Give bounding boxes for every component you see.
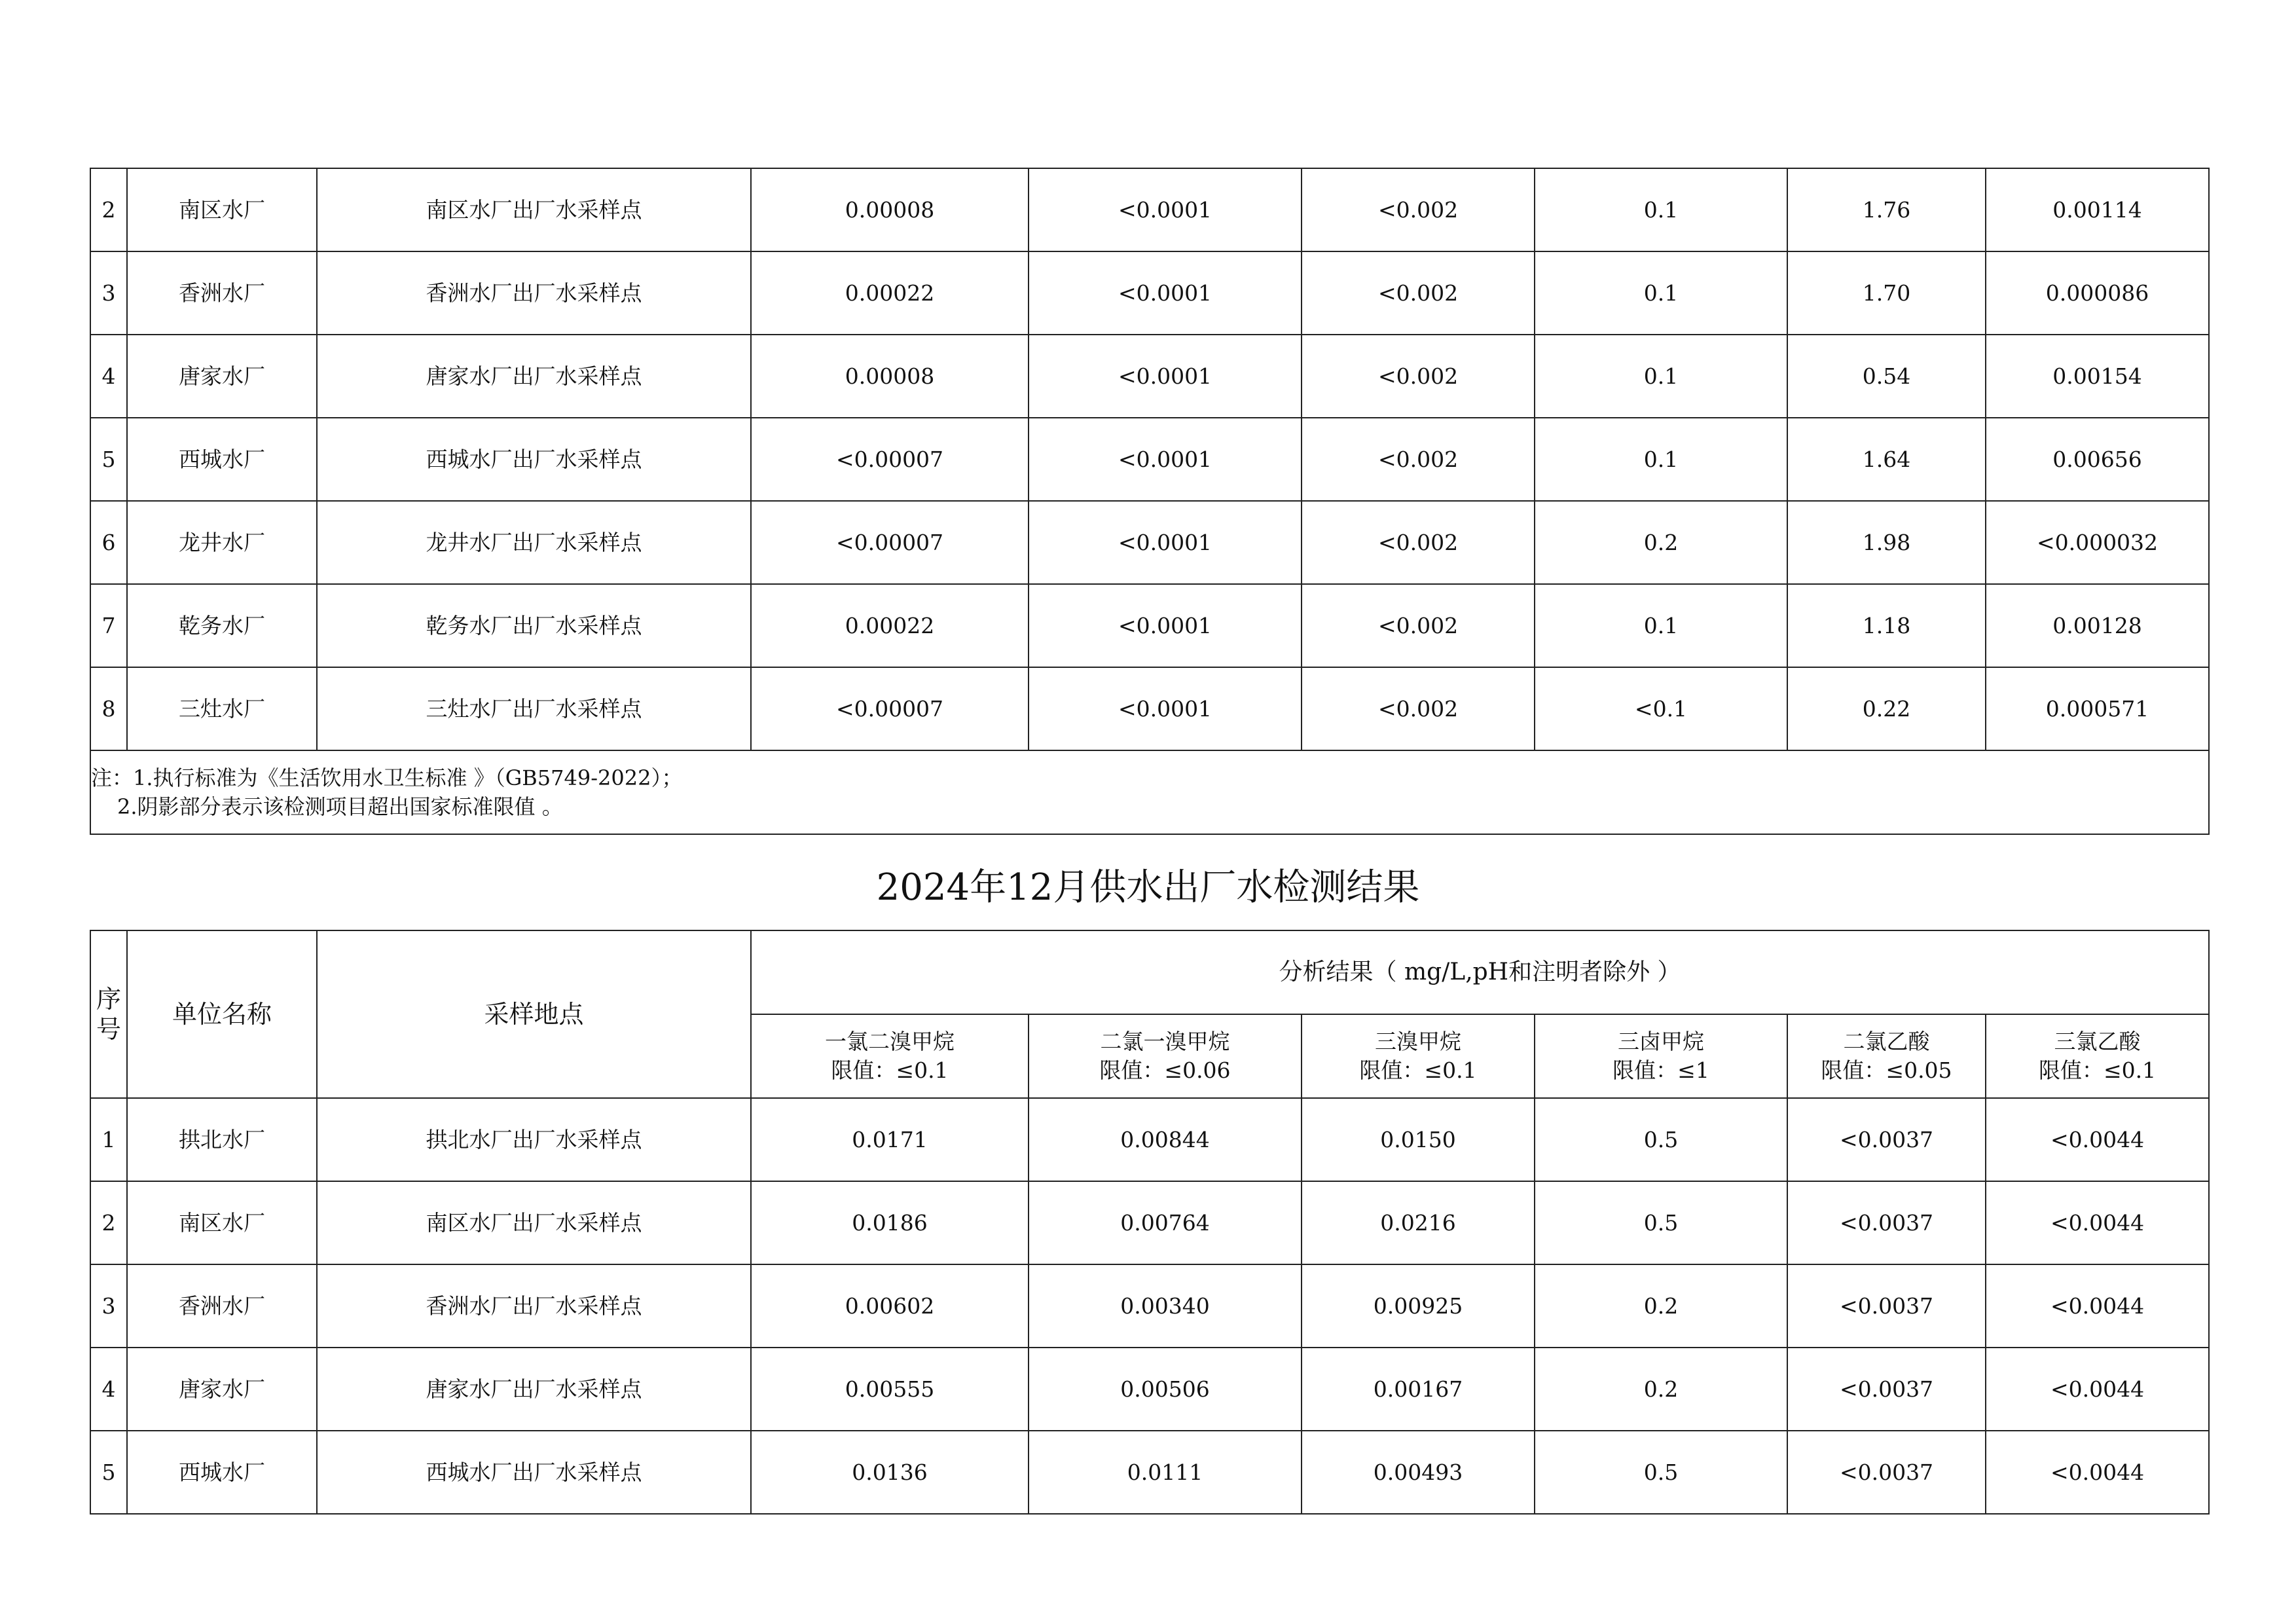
cell-result-value: <0.000032 [1986, 501, 2209, 584]
cell-unit-name: 南区水厂 [127, 1181, 317, 1264]
cell-result-value: 0.00154 [1986, 335, 2209, 418]
report-title: 2024年12月供水出厂水检测结果 [876, 866, 1420, 909]
cell-serial-number: 8 [90, 667, 127, 750]
cell-unit-name: 三灶水厂 [127, 667, 317, 750]
header-item: 二氯一溴甲烷 限值：≤0.06 [1029, 1014, 1302, 1098]
cell-unit-name: 龙井水厂 [127, 501, 317, 584]
cell-result-value: <0.002 [1302, 418, 1535, 501]
cell-sampling-site: 南区水厂出厂水采样点 [317, 1181, 751, 1264]
results-table-continued [90, 168, 2210, 835]
table-row [90, 584, 2209, 667]
cell-result-value: <0.0001 [1029, 335, 1302, 418]
cell-serial-number: 3 [90, 251, 127, 335]
cell-result-value: 0.54 [1787, 335, 1986, 418]
cell-result-value: 1.64 [1787, 418, 1986, 501]
cell-result-value: 0.1 [1535, 584, 1787, 667]
header-analysis-results: 分析结果（ mg/L,pH和注明者除外 ） [751, 930, 2209, 1014]
cell-serial-number: 3 [90, 1264, 127, 1348]
cell-serial-number: 5 [90, 1431, 127, 1514]
cell-result-value: <0.002 [1302, 667, 1535, 750]
cell-result-value: 0.2 [1535, 1348, 1787, 1431]
cell-sampling-site: 南区水厂出厂水采样点 [317, 168, 751, 251]
cell-result-value: <0.0001 [1029, 584, 1302, 667]
table-row [90, 168, 2209, 251]
header-serial-number: 序号 [90, 930, 127, 1098]
cell-result-value: <0.0037 [1787, 1348, 1986, 1431]
cell-result-value: 1.70 [1787, 251, 1986, 335]
cell-result-value: 0.00656 [1986, 418, 2209, 501]
cell-result-value: <0.0037 [1787, 1181, 1986, 1264]
cell-result-value: 0.0216 [1302, 1181, 1535, 1264]
cell-result-value: 0.00167 [1302, 1348, 1535, 1431]
cell-result-value: 1.18 [1787, 584, 1986, 667]
cell-result-value: <0.0001 [1029, 501, 1302, 584]
header-sampling-site: 采样地点 [317, 930, 751, 1098]
cell-serial-number: 7 [90, 584, 127, 667]
table-row [90, 667, 2209, 750]
bottom-table-body [90, 1098, 2209, 1514]
cell-unit-name: 南区水厂 [127, 168, 317, 251]
cell-result-value: 0.0111 [1029, 1431, 1302, 1514]
cell-result-value: 0.000086 [1986, 251, 2209, 335]
cell-result-value: 0.5 [1535, 1431, 1787, 1514]
top-table-body [90, 168, 2209, 750]
cell-result-value: 0.00022 [751, 584, 1029, 667]
cell-result-value: 0.00128 [1986, 584, 2209, 667]
cell-result-value: 0.00555 [751, 1348, 1029, 1431]
cell-sampling-site: 西城水厂出厂水采样点 [317, 418, 751, 501]
cell-result-value: 0.000571 [1986, 667, 2209, 750]
cell-unit-name: 唐家水厂 [127, 1348, 317, 1431]
cell-result-value: 0.1 [1535, 418, 1787, 501]
cell-serial-number: 2 [90, 1181, 127, 1264]
cell-result-value: 0.00022 [751, 251, 1029, 335]
cell-result-value: <0.0037 [1787, 1431, 1986, 1514]
cell-result-value: <0.002 [1302, 584, 1535, 667]
cell-result-value: 0.2 [1535, 1264, 1787, 1348]
cell-result-value: 1.98 [1787, 501, 1986, 584]
table-row [90, 335, 2209, 418]
cell-result-value: <0.0037 [1787, 1264, 1986, 1348]
cell-result-value: 0.00764 [1029, 1181, 1302, 1264]
cell-result-value: 0.00008 [751, 168, 1029, 251]
cell-result-value: 0.00506 [1029, 1348, 1302, 1431]
table-row [90, 1431, 2209, 1514]
cell-unit-name: 西城水厂 [127, 1431, 317, 1514]
cell-result-value: <0.0001 [1029, 168, 1302, 251]
cell-unit-name: 香洲水厂 [127, 1264, 317, 1348]
cell-serial-number: 2 [90, 168, 127, 251]
cell-unit-name: 拱北水厂 [127, 1098, 317, 1181]
cell-result-value: <0.0044 [1986, 1431, 2209, 1514]
cell-result-value: <0.00007 [751, 667, 1029, 750]
cell-result-value: 1.76 [1787, 168, 1986, 251]
cell-result-value: 0.5 [1535, 1181, 1787, 1264]
cell-result-value: <0.0001 [1029, 418, 1302, 501]
cell-result-value: 0.00114 [1986, 168, 2209, 251]
cell-result-value: 0.00844 [1029, 1098, 1302, 1181]
cell-serial-number: 4 [90, 335, 127, 418]
cell-serial-number: 5 [90, 418, 127, 501]
cell-result-value: 0.5 [1535, 1098, 1787, 1181]
cell-sampling-site: 香洲水厂出厂水采样点 [317, 1264, 751, 1348]
note-line-2: 2.阴影部分表示该检测项目超出国家标准限值 。 [117, 794, 563, 819]
header-item: 三氯乙酸 限值：≤0.1 [1986, 1014, 2209, 1098]
header-item: 三溴甲烷 限值：≤0.1 [1302, 1014, 1535, 1098]
cell-result-value: 0.0136 [751, 1431, 1029, 1514]
header-unit-name: 单位名称 [127, 930, 317, 1098]
cell-result-value: 0.1 [1535, 168, 1787, 251]
cell-serial-number: 1 [90, 1098, 127, 1181]
cell-result-value: 0.0171 [751, 1098, 1029, 1181]
cell-sampling-site: 唐家水厂出厂水采样点 [317, 335, 751, 418]
cell-result-value: <0.00007 [751, 418, 1029, 501]
cell-sampling-site: 唐家水厂出厂水采样点 [317, 1348, 751, 1431]
cell-result-value: 0.0186 [751, 1181, 1029, 1264]
notes [90, 750, 2209, 834]
cell-result-value: 0.0150 [1302, 1098, 1535, 1181]
cell-result-value: <0.002 [1302, 501, 1535, 584]
cell-sampling-site: 三灶水厂出厂水采样点 [317, 667, 751, 750]
table-row [90, 251, 2209, 335]
cell-sampling-site: 西城水厂出厂水采样点 [317, 1431, 751, 1514]
cell-result-value: 0.00008 [751, 335, 1029, 418]
cell-sampling-site: 拱北水厂出厂水采样点 [317, 1098, 751, 1181]
cell-result-value: 0.00340 [1029, 1264, 1302, 1348]
note-line-1: 注：1.执行标准为《生活饮用水卫生标准 》（GB5749-2022）； [91, 765, 683, 790]
cell-unit-name: 唐家水厂 [127, 335, 317, 418]
cell-unit-name: 西城水厂 [127, 418, 317, 501]
table-row [90, 418, 2209, 501]
cell-sampling-site: 龙井水厂出厂水采样点 [317, 501, 751, 584]
header-item: 三卤甲烷 限值：≤1 [1535, 1014, 1787, 1098]
table-row [90, 1348, 2209, 1431]
cell-serial-number: 4 [90, 1348, 127, 1431]
cell-serial-number: 6 [90, 501, 127, 584]
cell-result-value: <0.0044 [1986, 1348, 2209, 1431]
cell-result-value: <0.0001 [1029, 251, 1302, 335]
table-row [90, 1264, 2209, 1348]
cell-sampling-site: 香洲水厂出厂水采样点 [317, 251, 751, 335]
cell-result-value: 0.22 [1787, 667, 1986, 750]
cell-result-value: <0.0044 [1986, 1098, 2209, 1181]
header-item: 一氯二溴甲烷 限值：≤0.1 [751, 1014, 1029, 1098]
cell-result-value: 0.1 [1535, 335, 1787, 418]
header-item: 二氯乙酸 限值：≤0.05 [1787, 1014, 1986, 1098]
cell-result-value: 0.00925 [1302, 1264, 1535, 1348]
cell-result-value: <0.002 [1302, 251, 1535, 335]
cell-result-value: <0.1 [1535, 667, 1787, 750]
cell-result-value: 0.1 [1535, 251, 1787, 335]
cell-result-value: 0.2 [1535, 501, 1787, 584]
cell-result-value: 0.00602 [751, 1264, 1029, 1348]
table-row [90, 501, 2209, 584]
cell-unit-name: 乾务水厂 [127, 584, 317, 667]
cell-result-value: <0.00007 [751, 501, 1029, 584]
cell-result-value: <0.0001 [1029, 667, 1302, 750]
cell-result-value: <0.0044 [1986, 1264, 2209, 1348]
cell-result-value: <0.002 [1302, 168, 1535, 251]
cell-sampling-site: 乾务水厂出厂水采样点 [317, 584, 751, 667]
cell-result-value: <0.002 [1302, 335, 1535, 418]
cell-result-value: 0.00493 [1302, 1431, 1535, 1514]
table-row [90, 1098, 2209, 1181]
table-row [90, 1181, 2209, 1264]
results-table [90, 930, 2210, 1515]
cell-result-value: <0.0037 [1787, 1098, 1986, 1181]
cell-result-value: <0.0044 [1986, 1181, 2209, 1264]
cell-unit-name: 香洲水厂 [127, 251, 317, 335]
